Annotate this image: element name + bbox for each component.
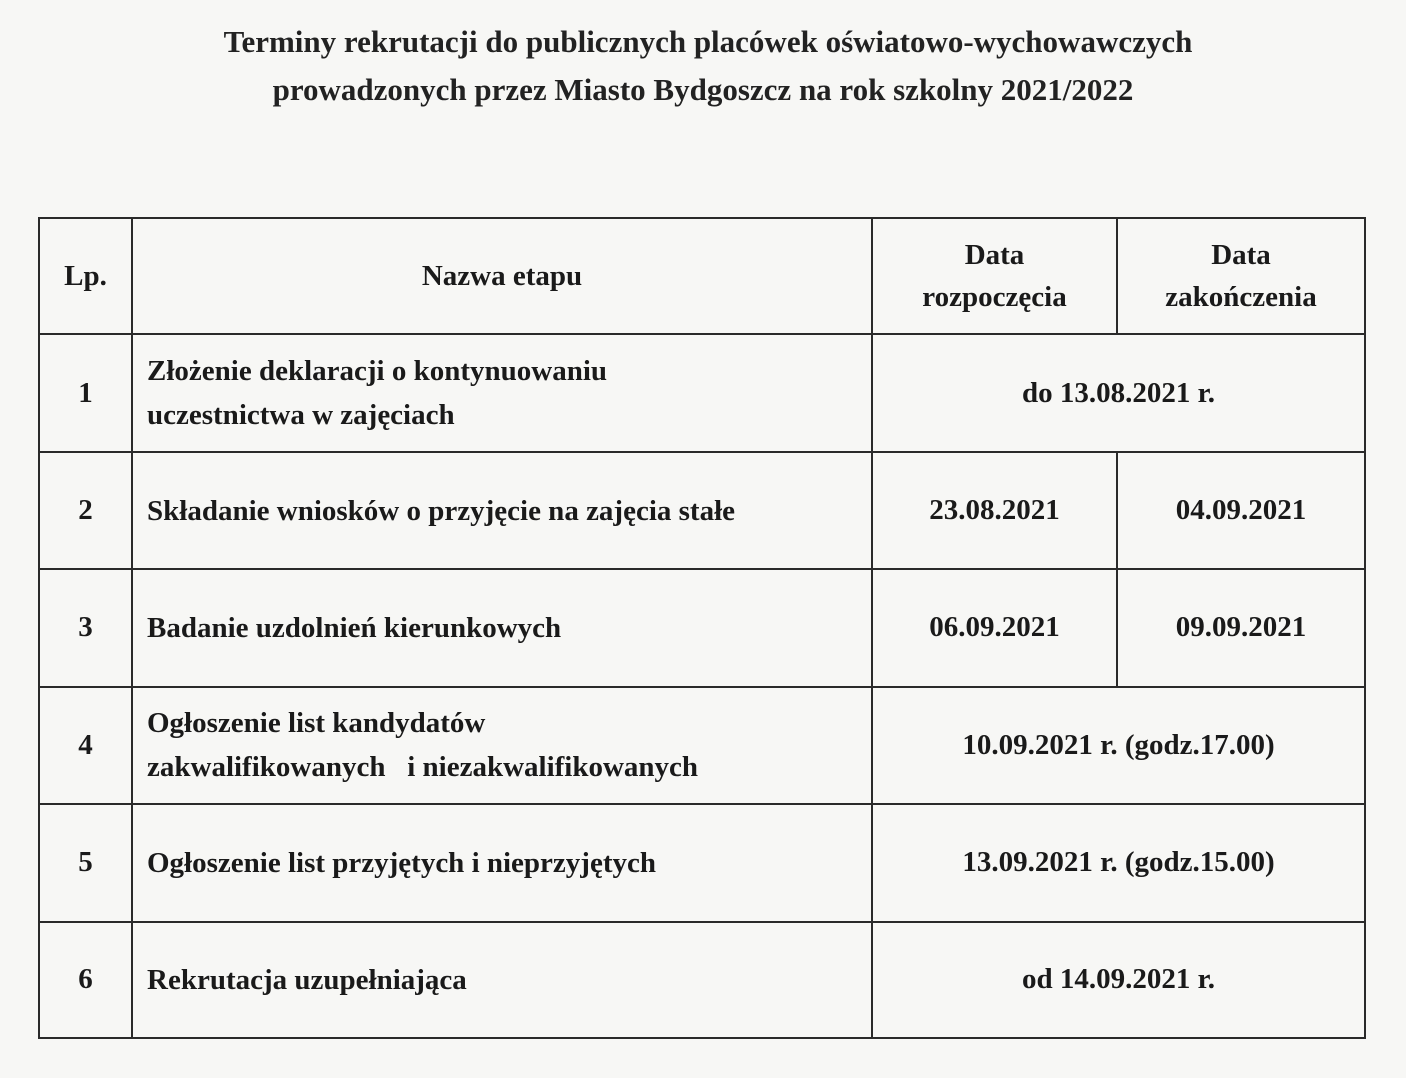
start-date: 06.09.2021 bbox=[872, 569, 1117, 686]
end-date: 09.09.2021 bbox=[1117, 569, 1365, 686]
document-title bbox=[0, 18, 1406, 114]
header-start-date bbox=[872, 218, 1117, 334]
table-row bbox=[39, 569, 1365, 686]
start-date: 23.08.2021 bbox=[872, 452, 1117, 569]
row-number: 6 bbox=[39, 922, 132, 1038]
table-row bbox=[39, 334, 1365, 451]
row-number: 4 bbox=[39, 687, 132, 804]
row-number: 2 bbox=[39, 452, 132, 569]
header-start-line-2: rozpoczęcia bbox=[922, 281, 1067, 314]
table-header-row bbox=[39, 218, 1365, 334]
header-end-line-1: Data bbox=[1211, 239, 1271, 272]
stage-name-line-2: uczestnictwa w zajęciach bbox=[147, 399, 455, 432]
stage-name bbox=[132, 334, 872, 451]
stage-name bbox=[132, 687, 872, 804]
stage-name: Ogłoszenie list przyjętych i nieprzyjętych bbox=[132, 804, 872, 921]
end-date: 04.09.2021 bbox=[1117, 452, 1365, 569]
table-row bbox=[39, 804, 1365, 921]
header-end-line-2: zakończenia bbox=[1165, 281, 1317, 314]
stage-date-range: od 14.09.2021 r. bbox=[872, 922, 1365, 1038]
header-stage-name: Nazwa etapu bbox=[132, 218, 872, 334]
table-row bbox=[39, 922, 1365, 1038]
row-number: 3 bbox=[39, 569, 132, 686]
stage-name-line-2: zakwalifikowanych i niezakwalifikowanych bbox=[147, 751, 699, 784]
stage-date-range: 13.09.2021 r. (godz.15.00) bbox=[872, 804, 1365, 921]
header-lp: Lp. bbox=[39, 218, 132, 334]
header-end-date bbox=[1117, 218, 1365, 334]
stage-name-line-1: Ogłoszenie list kandydatów bbox=[147, 707, 486, 740]
title-line-2: prowadzonych przez Miasto Bydgoszcz na rok szkolny 2021/2022 bbox=[272, 72, 1134, 107]
table-row bbox=[39, 687, 1365, 804]
stage-date-range: do 13.08.2021 r. bbox=[872, 334, 1365, 451]
title-line-1: Terminy rekrutacji do publicznych placówek oświatowo-wychowawczych bbox=[223, 24, 1193, 59]
recruitment-schedule-table bbox=[38, 217, 1366, 1039]
row-number: 5 bbox=[39, 804, 132, 921]
stage-name-line-1: Złożenie deklaracji o kontynuowaniu bbox=[147, 355, 608, 388]
stage-name: Rekrutacja uzupełniająca bbox=[132, 922, 872, 1038]
table-row bbox=[39, 452, 1365, 569]
stage-name: Badanie uzdolnień kierunkowych bbox=[132, 569, 872, 686]
row-number: 1 bbox=[39, 334, 132, 451]
stage-date-range: 10.09.2021 r. (godz.17.00) bbox=[872, 687, 1365, 804]
stage-name: Składanie wniosków o przyjęcie na zajęcia stałe bbox=[132, 452, 872, 569]
header-start-line-1: Data bbox=[964, 239, 1025, 272]
